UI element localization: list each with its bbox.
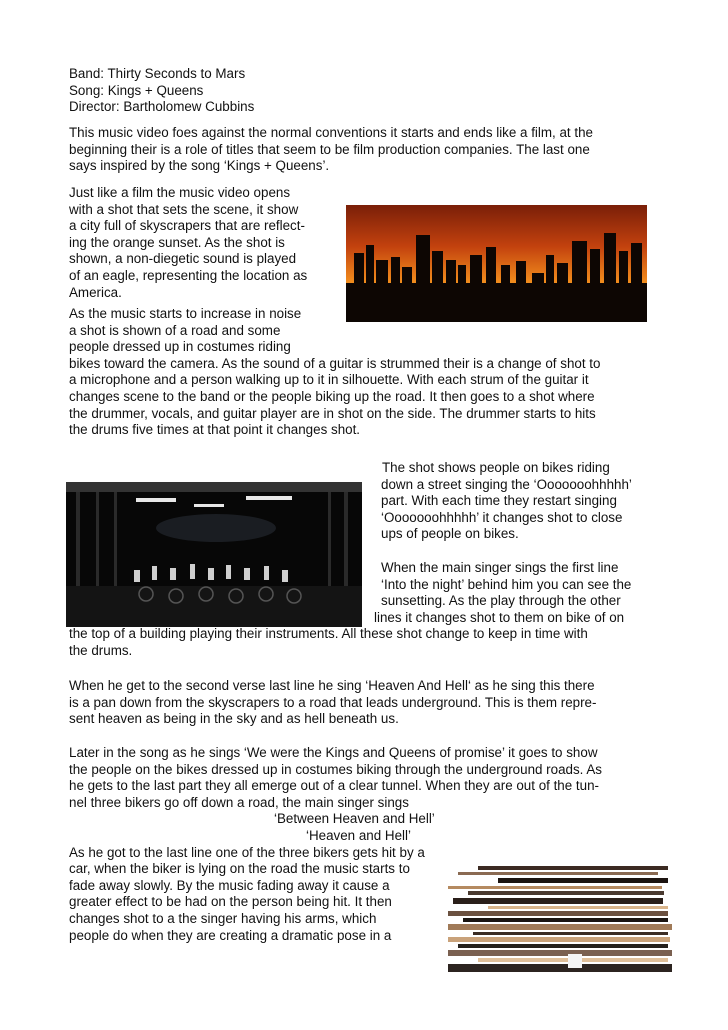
lyric-line: ‘Heaven and Hell’ [306, 828, 411, 843]
text-line: Later in the song as he sings ‘We were the Kings and Queens of promise’ it goes to show [69, 745, 598, 760]
text-line: As the music starts to increase in noise [69, 306, 302, 321]
text-line: with a shot that sets the scene, it show [69, 201, 299, 217]
text-line: says inspired by the song ‘Kings + Queens’. [69, 158, 330, 174]
glitched-image [448, 860, 672, 972]
text-line: ups of people on bikes. [381, 526, 519, 542]
text-line: beginning their is a role of titles that seem to be film production companies. The last one [69, 141, 590, 157]
song-line: Song: Kings + Queens [69, 82, 204, 98]
text-line: ‘Into the night’ behind him you can see the [381, 576, 632, 592]
text-line: people do when they are creating a dramatic pose in a [69, 927, 392, 943]
bikers-tunnel-image [66, 482, 362, 627]
text-line: part. With each time they restart singing [381, 493, 617, 509]
text-line: When he get to the second verse last line he sing ‘Heaven And Hell‘ as he sing this there [69, 678, 595, 693]
text-line: ing the orange sunset. As the shot is [69, 234, 285, 250]
text-line: When the main singer sings the first line [381, 560, 619, 575]
text-line: the top of a building playing their instruments. All these shot change to keep in time with [69, 626, 588, 642]
text-line: of an eagle, representing the location as [69, 268, 308, 283]
text-line: greater effect to be had on the person being hit. It then [69, 894, 392, 910]
text-line: car, when the biker is lying on the road the music starts to [69, 861, 410, 877]
text-line: Just like a film the music video opens [69, 185, 291, 200]
text-line: down a street singing the ‘Ooooooohhhhh’ [381, 476, 632, 492]
text-line: a city full of skyscrapers that are reflect- [69, 218, 305, 234]
text-line: changes scene to the band or the people biking up the road. It then goes to a shot where [69, 389, 595, 404]
text-line: sent heaven as being in the sky and as hell beneath us. [69, 711, 399, 727]
text-line: people dressed up in costumes riding [69, 339, 291, 355]
text-line: a shot is shown of a road and some [69, 322, 281, 338]
text-line: the drums five times at that point it changes shot. [69, 422, 361, 438]
text-line: shown, a non-diegetic sound is played [69, 251, 297, 267]
text-line: sunsetting. As the play through the other [381, 593, 621, 609]
text-line: the drummer, vocals, and guitar player are in shot on the side. The drummer starts to hits [69, 405, 596, 421]
text-line: the people on the bikes dressed up in costumes biking through the underground roads. As [69, 761, 603, 777]
text-line: is a pan down from the skyscrapers to a road that leads underground. This is them repre- [69, 694, 597, 710]
text-line: ‘Ooooooohhhhh’ it changes shot to close [381, 509, 623, 525]
text-line: The shot shows people on bikes riding [382, 460, 610, 475]
city-skyline-image [346, 205, 647, 322]
text-line: the drums. [69, 643, 133, 658]
text-line: nel three bikers go off down a road, the main singer sings [69, 794, 409, 810]
text-line: bikes toward the camera. As the sound of a guitar is strummed their is a change of shot to [69, 355, 601, 371]
text-line: a microphone and a person walking up to it in silhouette. With each strum of the guitar it [69, 372, 589, 388]
band-line: Band: Thirty Seconds to Mars [69, 66, 246, 81]
lyric-line: ‘Between Heaven and Hell’ [274, 811, 435, 827]
text-line: fade away slowly. By the music fading away it cause a [69, 877, 390, 893]
text-line: This music video foes against the normal conventions it starts and ends like a film, at the [69, 125, 593, 140]
text-line: lines it changes shot to them on bike of on [374, 609, 625, 625]
text-line: changes shot to a the singer having his arms, which [69, 911, 377, 926]
text-line: he gets to the last part they all emerge out of a clear tunnel. When they are out of the tun- [69, 778, 599, 794]
text-line: As he got to the last line one of the three bikers gets hit by a [69, 844, 425, 860]
text-line: America. [69, 284, 122, 300]
director-line: Director: Bartholomew Cubbins [69, 99, 255, 115]
